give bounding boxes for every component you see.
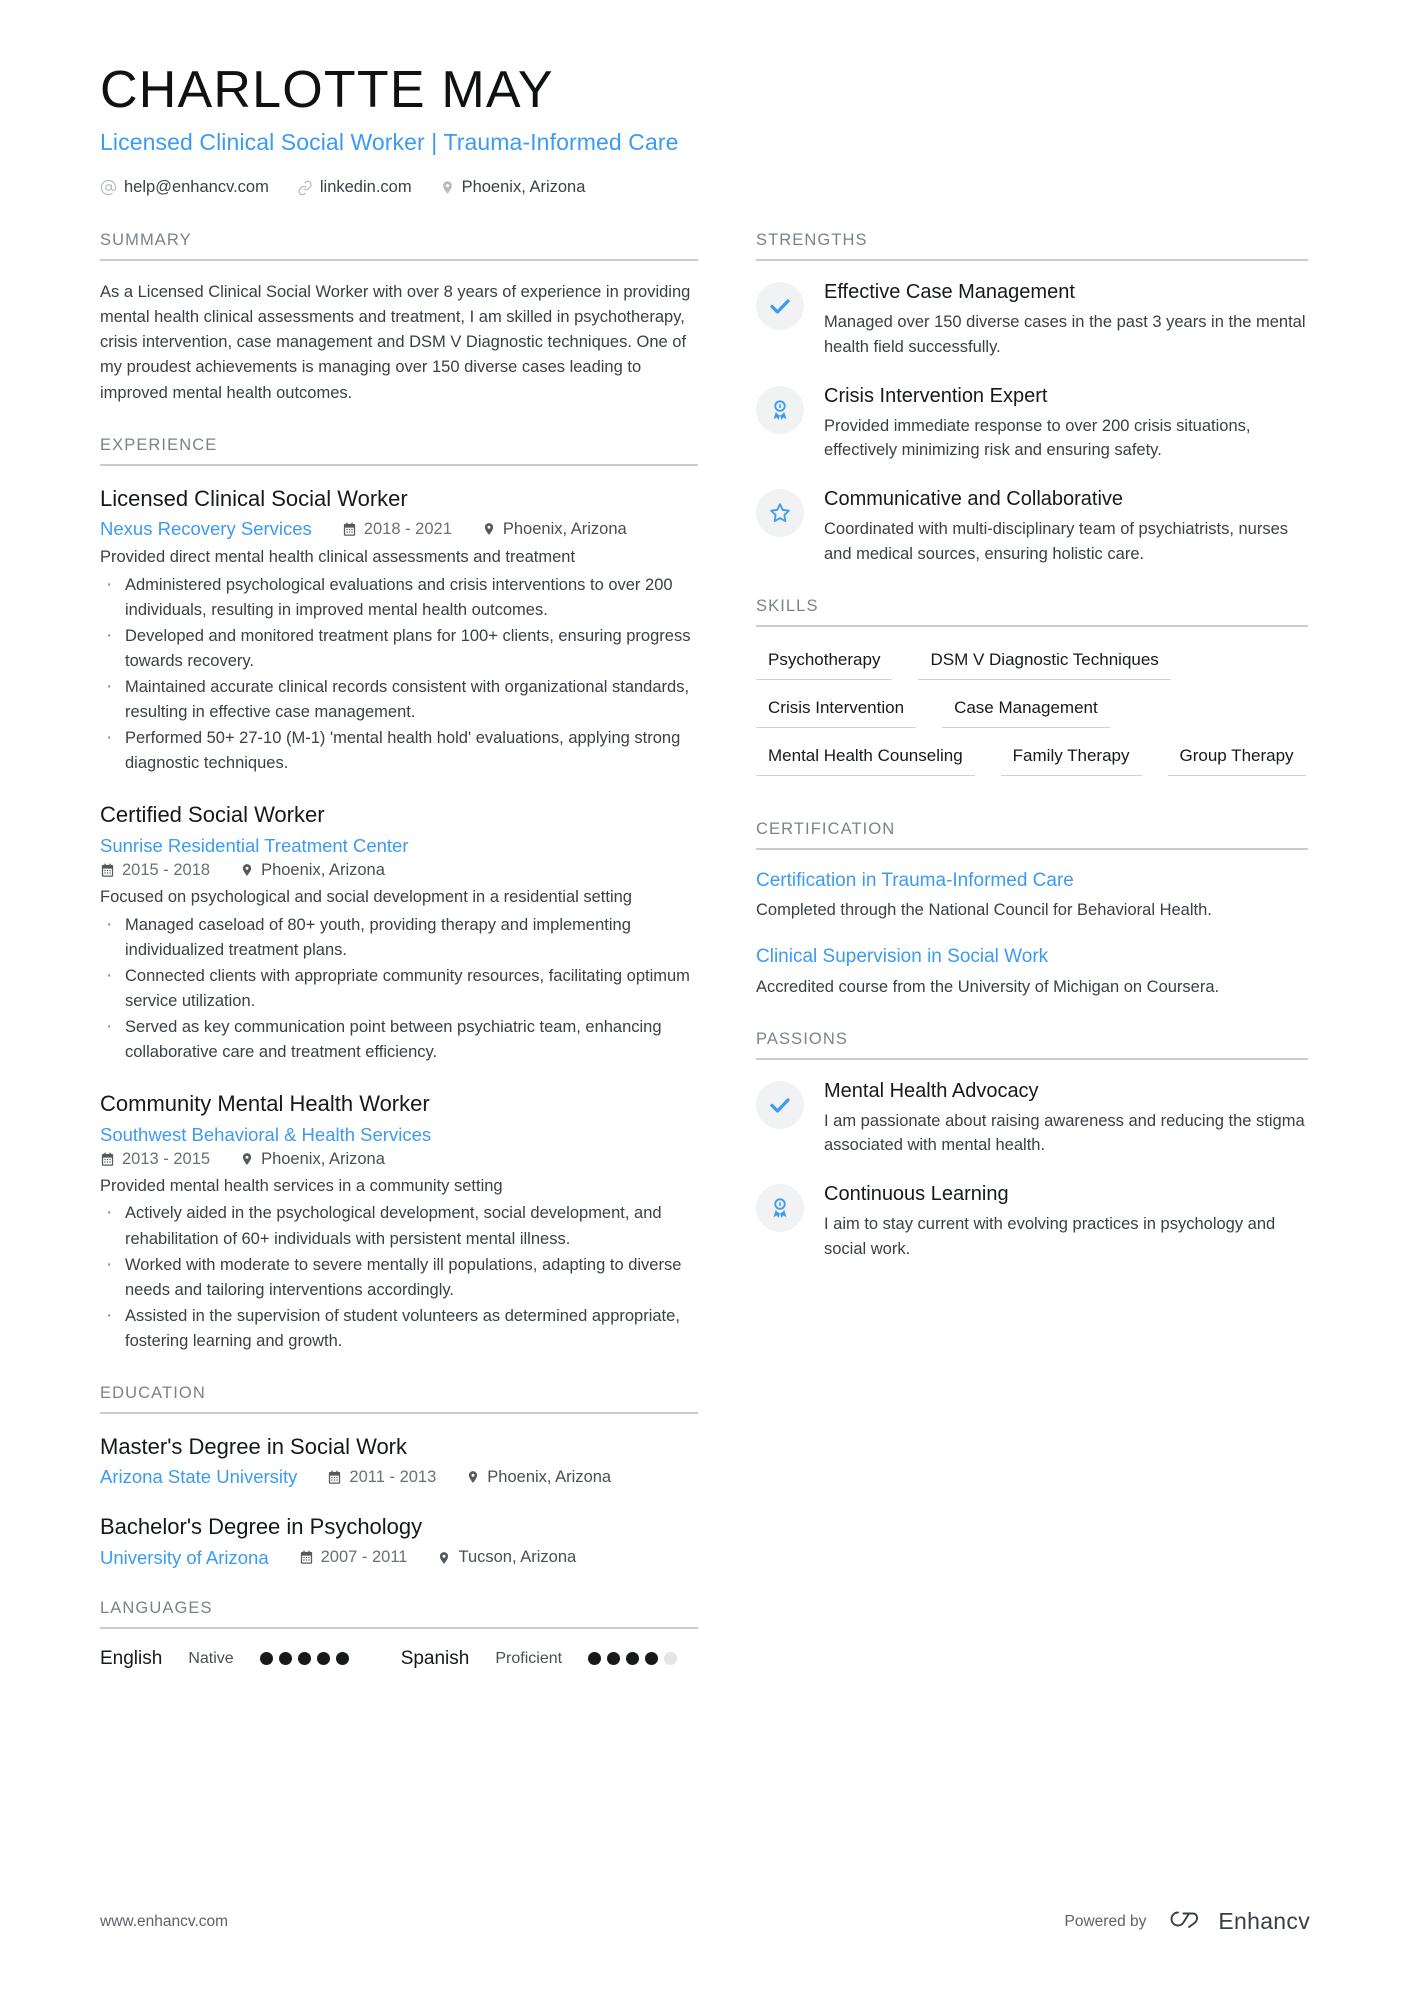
experience-dates-text: 2013 - 2015 — [122, 1149, 211, 1168]
strength-body — [824, 384, 1308, 464]
enhancv-logo-icon — [1159, 1906, 1205, 1937]
experience-bullets — [100, 913, 698, 1065]
contact-linkedin[interactable] — [297, 178, 412, 197]
contact-list — [100, 178, 1310, 197]
section-title-passions: PASSIONS — [756, 1030, 1308, 1060]
section-education — [100, 1384, 698, 1569]
strength-title: Crisis Intervention Expert — [824, 384, 1048, 407]
experience-summary: Provided direct mental health clinical assessments and treatment — [100, 548, 576, 567]
resume-header — [100, 62, 1310, 197]
education-meta — [100, 1466, 698, 1488]
language-name: English — [100, 1647, 163, 1669]
experience-company[interactable]: Southwest Behavioral & Health Services — [100, 1123, 432, 1145]
professional-headline: Licensed Clinical Social Worker | Trauma-Informed Care — [100, 129, 679, 156]
language-item — [401, 1648, 677, 1670]
experience-entry — [100, 801, 698, 1065]
award-ribbon-icon — [756, 1184, 804, 1232]
resume-body — [100, 231, 1310, 1700]
bullet-item: · Maintained accurate clinical records consistent with organizational standards, resulting in effective case management. — [100, 675, 698, 725]
calendar-icon — [100, 1152, 115, 1167]
calendar-icon — [342, 522, 357, 537]
section-summary — [100, 231, 698, 405]
experience-meta — [100, 861, 698, 880]
experience-dates-text: 2015 - 2018 — [122, 860, 211, 879]
rating-dot-empty — [664, 1652, 677, 1665]
language-level: Native — [188, 1649, 234, 1667]
rating-dot — [298, 1652, 311, 1665]
experience-meta — [100, 1150, 698, 1169]
skill-tag: Crisis Intervention — [756, 694, 916, 728]
passion-body — [824, 1079, 1308, 1159]
location-pin-icon — [240, 862, 254, 878]
award-ribbon-icon — [756, 386, 804, 434]
education-degree: Master's Degree in Social Work — [100, 1433, 408, 1459]
left-column — [100, 231, 698, 1700]
section-title-experience: EXPERIENCE — [100, 436, 698, 466]
experience-location — [240, 1150, 385, 1169]
language-list — [100, 1648, 698, 1670]
rating-dot — [317, 1652, 330, 1665]
check-icon — [756, 282, 804, 330]
education-entry — [100, 1513, 698, 1569]
experience-location-text: Phoenix, Arizona — [261, 860, 385, 879]
skill-tag: Group Therapy — [1168, 742, 1306, 776]
rating-dot — [336, 1652, 349, 1665]
education-location-text: Tucson, Arizona — [458, 1548, 577, 1567]
passion-text: I am passionate about raising awareness and reducing the stigma associated with mental health. — [824, 1111, 1305, 1155]
bullet-item: · Assisted in the supervision of student volunteers as determined appropriate, fostering learning and growth. — [100, 1304, 698, 1354]
experience-company[interactable]: Sunrise Residential Treatment Center — [100, 834, 409, 856]
passion-item — [756, 1182, 1308, 1262]
section-passions — [756, 1030, 1308, 1262]
strength-body — [824, 280, 1308, 360]
education-dates — [299, 1548, 408, 1567]
skill-list — [756, 646, 1308, 790]
at-icon — [100, 179, 117, 196]
bullet-item: · Served as key communication point between psychiatric team, enhancing collaborative care and treatment efficiency. — [100, 1015, 698, 1065]
bullet-item: · Developed and monitored treatment plans for 100+ clients, ensuring progress towards recovery. — [100, 624, 698, 674]
contact-linkedin-text: linkedin.com — [319, 178, 412, 197]
language-level: Proficient — [495, 1649, 563, 1667]
powered-by-label: Powered by — [1064, 1912, 1147, 1930]
education-school[interactable]: University of Arizona — [100, 1546, 269, 1568]
location-pin-icon — [240, 1151, 254, 1167]
language-rating — [260, 1652, 349, 1665]
right-column — [756, 231, 1308, 1291]
language-name: Spanish — [400, 1647, 470, 1669]
section-title-skills: SKILLS — [756, 597, 1308, 627]
calendar-icon — [100, 863, 115, 878]
experience-dates — [342, 520, 452, 539]
strength-text: Provided immediate response to over 200 crisis situations, effectively minimizing risk and ensuring safety. — [824, 416, 1251, 460]
certification-text: Accredited course from the University of Michigan on Coursera. — [756, 977, 1220, 996]
bullet-item: · Actively aided in the psychological development, social development, and rehabilitation of 60+ individuals with persistent mental illness. — [100, 1201, 698, 1251]
skill-tag: Family Therapy — [1001, 742, 1142, 776]
resume-footer — [100, 1906, 1310, 1937]
location-pin-icon — [466, 1469, 480, 1485]
section-experience — [100, 436, 698, 1354]
passion-text: I aim to stay current with evolving practices in psychology and social work. — [824, 1215, 1276, 1258]
section-languages — [100, 1599, 698, 1670]
calendar-icon — [299, 1550, 314, 1565]
bullet-item: · Connected clients with appropriate community resources, facilitating optimum service utilization. — [100, 964, 698, 1014]
experience-entry — [100, 485, 698, 777]
skill-tag: Case Management — [942, 694, 1110, 728]
experience-dates — [100, 1150, 210, 1169]
experience-bullets — [100, 573, 698, 777]
section-title-education: EDUCATION — [100, 1384, 698, 1414]
location-pin-icon — [437, 1550, 451, 1566]
certification-text: Completed through the National Council for Behavioral Health. — [756, 901, 1212, 920]
experience-role: Community Mental Health Worker — [100, 1091, 430, 1117]
experience-location-text: Phoenix, Arizona — [502, 519, 627, 538]
certification-item — [756, 945, 1308, 999]
certification-title[interactable]: Certification in Trauma-Informed Care — [756, 869, 1074, 891]
certification-item — [756, 869, 1308, 923]
contact-location — [440, 178, 586, 197]
contact-email[interactable] — [100, 178, 269, 197]
section-title-strengths: STRENGTHS — [756, 231, 1308, 261]
education-location-text: Phoenix, Arizona — [487, 1467, 612, 1486]
language-item — [100, 1648, 349, 1670]
rating-dot — [279, 1652, 292, 1665]
rating-dot — [626, 1652, 639, 1665]
calendar-icon — [327, 1470, 342, 1485]
experience-dates — [100, 861, 210, 880]
passion-item — [756, 1079, 1308, 1159]
experience-role: Licensed Clinical Social Worker — [100, 485, 408, 511]
strength-item — [756, 487, 1308, 567]
experience-entry — [100, 1090, 698, 1354]
link-icon — [297, 180, 313, 196]
education-degree: Bachelor's Degree in Psychology — [100, 1514, 423, 1540]
star-icon — [756, 489, 804, 537]
skill-tag: Psychotherapy — [756, 646, 892, 680]
check-icon — [756, 1081, 804, 1129]
experience-location-text: Phoenix, Arizona — [261, 1149, 385, 1168]
education-school[interactable]: Arizona State University — [100, 1466, 298, 1488]
passion-title: Mental Health Advocacy — [824, 1079, 1039, 1102]
skill-tag: DSM V Diagnostic Techniques — [918, 646, 1170, 680]
education-dates — [327, 1468, 436, 1487]
education-entry — [100, 1433, 698, 1489]
strength-text: Managed over 150 diverse cases in the past 3 years in the mental health field successfully. — [824, 313, 1306, 356]
enhancv-brand-name: Enhancv — [1218, 1908, 1310, 1934]
experience-location — [240, 861, 385, 880]
education-location — [466, 1468, 611, 1487]
footer-brand — [1065, 1906, 1310, 1937]
passion-title: Continuous Learning — [824, 1183, 1009, 1206]
experience-location — [482, 520, 627, 539]
education-dates-text: 2011 - 2013 — [349, 1467, 437, 1486]
passion-body — [824, 1182, 1308, 1262]
section-skills — [756, 597, 1308, 790]
education-dates-text: 2007 - 2011 — [320, 1548, 408, 1567]
section-title-languages: LANGUAGES — [100, 1599, 698, 1629]
strength-title: Effective Case Management — [824, 281, 1075, 304]
rating-dot — [588, 1652, 601, 1665]
location-pin-icon — [440, 179, 455, 196]
bullet-item: · Worked with moderate to severe mentally ill populations, adapting to diverse needs and tailoring interventions accordingly. — [100, 1253, 698, 1303]
page-title: CHARLOTTE MAY — [100, 61, 554, 119]
strength-title: Communicative and Collaborative — [824, 488, 1124, 511]
experience-bullets — [100, 1201, 698, 1353]
bullet-item: · Administered psychological evaluations and crisis interventions to over 200 individuals, resulting in improved mental health outcomes. — [100, 573, 698, 623]
strength-body — [824, 487, 1308, 567]
section-certification — [756, 820, 1308, 1000]
skill-tag: Mental Health Counseling — [756, 742, 975, 776]
rating-dot — [645, 1652, 658, 1665]
education-meta — [100, 1547, 698, 1569]
rating-dot — [260, 1652, 273, 1665]
contact-email-text: help@enhancv.com — [124, 178, 269, 197]
section-title-certification: CERTIFICATION — [756, 820, 1308, 850]
experience-role: Certified Social Worker — [100, 802, 325, 828]
experience-meta — [100, 518, 698, 540]
strength-text: Coordinated with multi-disciplinary team of psychiatrists, nurses and medical sources, ensuring holistic care. — [824, 520, 1289, 563]
contact-location-text: Phoenix, Arizona — [461, 178, 586, 197]
language-rating — [588, 1652, 677, 1665]
location-pin-icon — [482, 521, 496, 537]
experience-summary: Focused on psychological and social development in a residential setting — [100, 887, 632, 906]
rating-dot — [607, 1652, 620, 1665]
bullet-item: · Performed 50+ 27-10 (M-1) 'mental health hold' evaluations, applying strong diagnostic techniques. — [100, 726, 698, 776]
experience-summary: Provided mental health services in a community setting — [100, 1176, 503, 1195]
section-title-summary: SUMMARY — [100, 231, 698, 261]
experience-company[interactable]: Nexus Recovery Services — [100, 518, 312, 540]
strength-item — [756, 280, 1308, 360]
bullet-item: · Managed caseload of 80+ youth, providing therapy and implementing individualized treatment plans. — [100, 913, 698, 963]
section-strengths — [756, 231, 1308, 567]
certification-title[interactable]: Clinical Supervision in Social Work — [756, 946, 1049, 968]
education-location — [437, 1548, 576, 1567]
summary-text: As a Licensed Clinical Social Worker with over 8 years of experience in providing mental health clinical assessments and treatment, I am skilled in psychotherapy, crisis intervention, case management and DSM V Diagnostic techniques. One of my proudest achievements is managing over 150 diverse cases leading to improved mental health outcomes. — [100, 283, 691, 402]
experience-dates-text: 2018 - 2021 — [363, 519, 452, 538]
footer-website[interactable]: www.enhancv.com — [100, 1912, 229, 1930]
strength-item — [756, 384, 1308, 464]
